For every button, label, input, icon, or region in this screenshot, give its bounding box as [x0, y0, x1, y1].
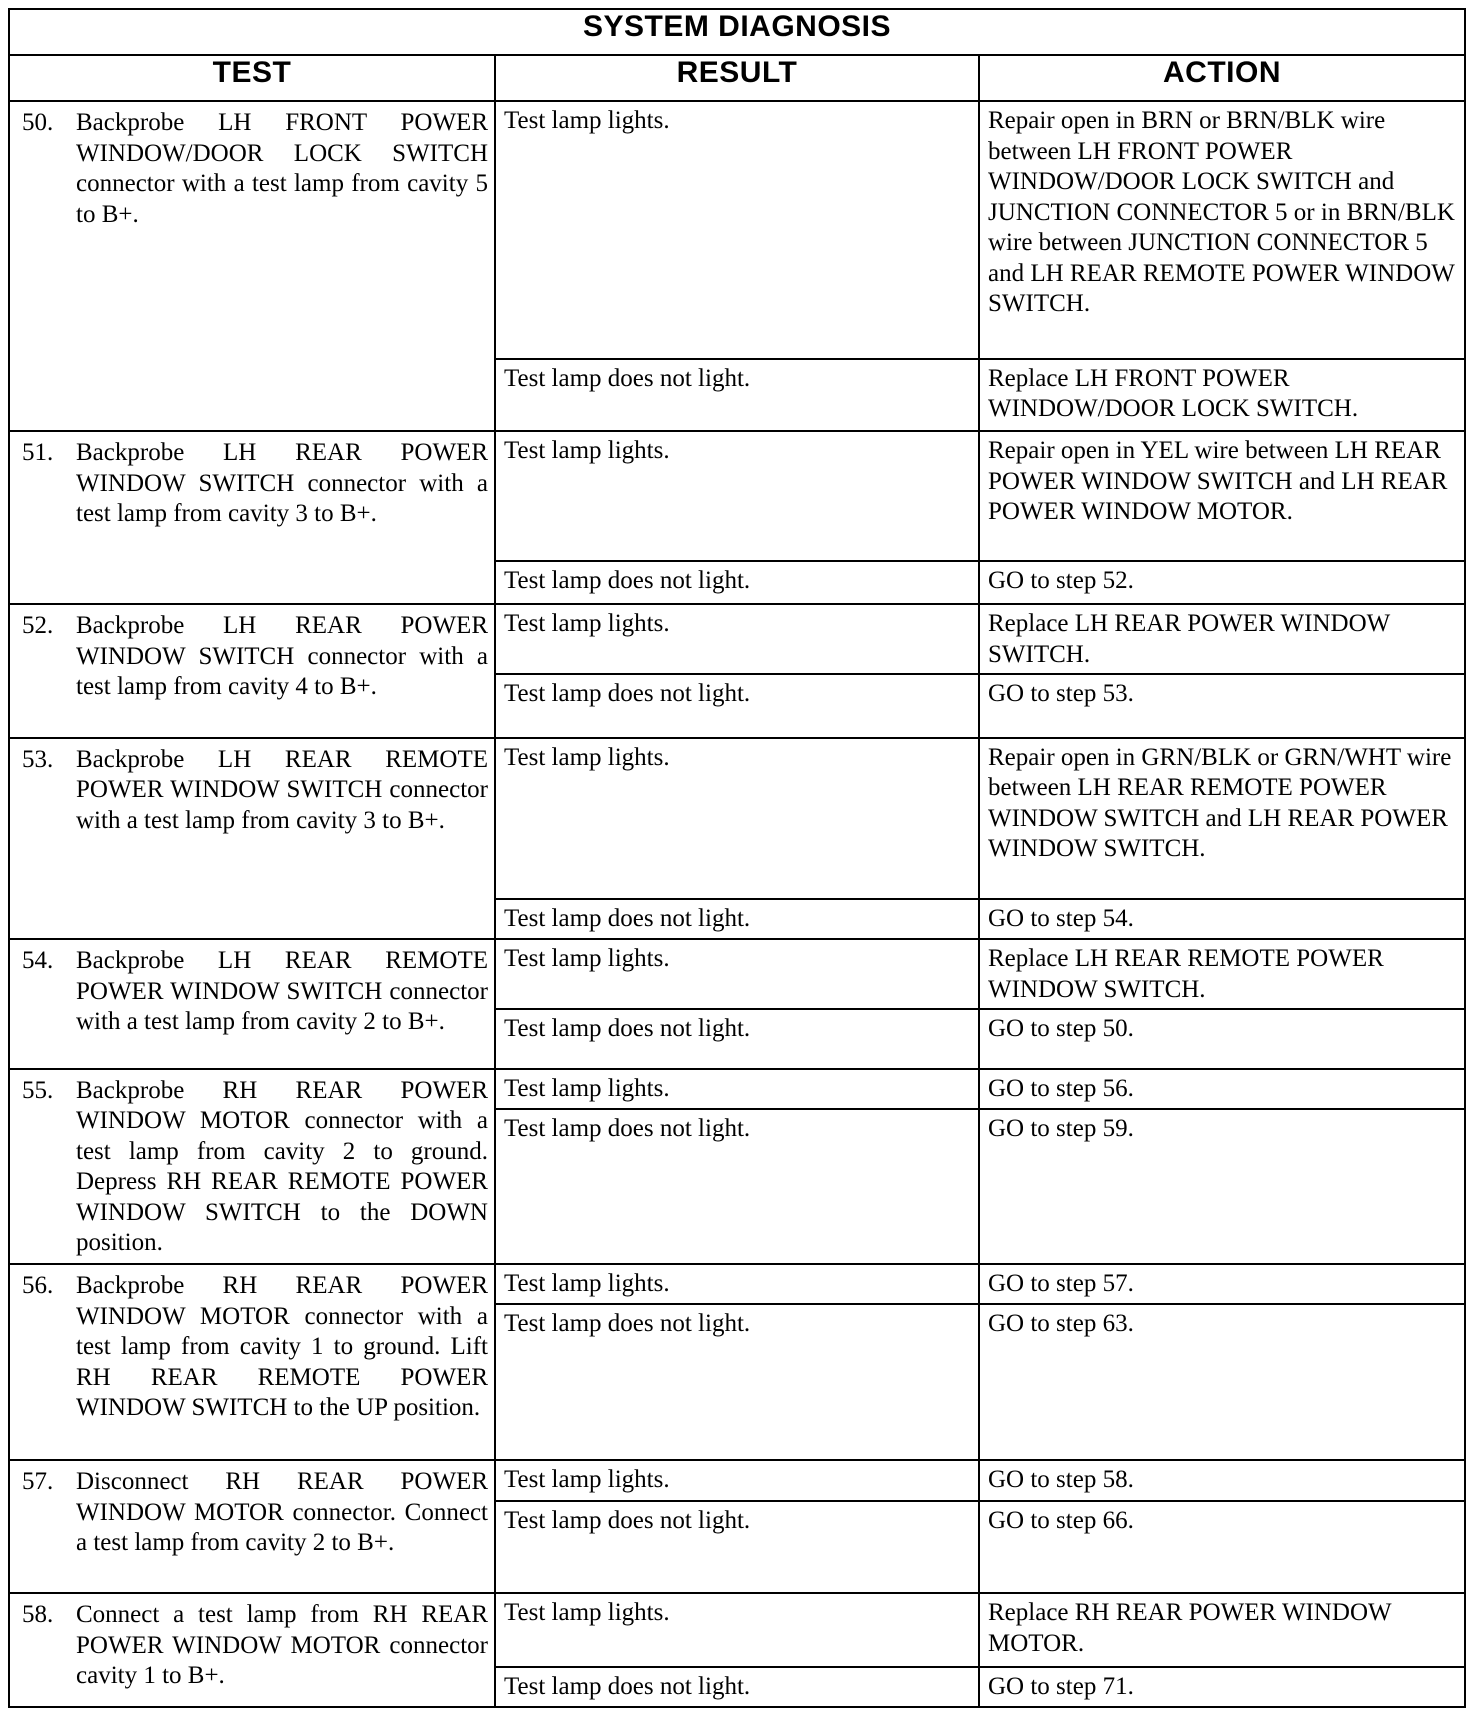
action-cell: Repair open in YEL wire between LH REAR POWER WINDOW SWITCH and LH REAR POWER WINDOW MOTOR. [979, 431, 1465, 561]
result-cell: Test lamp lights. [495, 1264, 979, 1304]
step-number: 50. [22, 109, 54, 136]
step-number: 57. [22, 1468, 54, 1496]
test-cell [9, 1460, 495, 1593]
test-text: Backprobe LH REAR POWER WINDOW SWITCH connector with a test lamp from cavity 4 to B+. [76, 612, 488, 701]
result-cell: Test lamp lights. [495, 738, 979, 899]
action-cell: GO to step 52. [979, 561, 1465, 604]
table-row [9, 939, 1465, 1008]
test-text: Backprobe RH REAR POWER WINDOW MOTOR connector with a test lamp from cavity 2 to ground. Depress RH REAR REMOTE POWER WINDOW SWITCH to the DOWN position. [76, 1076, 488, 1257]
result-cell: Test lamp lights. [495, 101, 979, 359]
action-cell: Repair open in BRN or BRN/BLK wire between LH FRONT POWER WINDOW/DOOR LOCK SWITCH and JUNCTION CONNECTOR 5 or in BRN/BLK wire between JUNCTION CONNECTOR 5 and LH REAR REMOTE POWER WINDOW SWITCH. [979, 101, 1465, 359]
result-cell: Test lamp does not light. [495, 359, 979, 431]
action-cell: GO to step 54. [979, 899, 1465, 939]
result-cell: Test lamp does not light. [495, 1009, 979, 1069]
result-cell: Test lamp does not light. [495, 561, 979, 604]
test-cell [9, 738, 495, 939]
action-cell: Replace LH REAR POWER WINDOW SWITCH. [979, 604, 1465, 673]
system-diagnosis-table [8, 8, 1466, 1708]
result-cell: Test lamp does not light. [495, 899, 979, 939]
action-cell: GO to step 50. [979, 1009, 1465, 1069]
action-cell: Replace LH REAR REMOTE POWER WINDOW SWITCH. [979, 939, 1465, 1008]
table-row [9, 604, 1465, 673]
action-cell: Replace LH FRONT POWER WINDOW/DOOR LOCK SWITCH. [979, 359, 1465, 431]
step-number: 55. [22, 1076, 54, 1104]
result-cell: Test lamp does not light. [495, 674, 979, 738]
result-cell: Test lamp does not light. [495, 1109, 979, 1264]
test-text: Backprobe LH REAR REMOTE POWER WINDOW SWITCH connector with a test lamp from cavity 3 to B+. [76, 745, 488, 834]
test-cell [9, 604, 495, 738]
result-cell: Test lamp lights. [495, 939, 979, 1008]
test-cell [9, 431, 495, 604]
result-cell: Test lamp lights. [495, 431, 979, 561]
action-cell: GO to step 71. [979, 1667, 1465, 1707]
step-number: 52. [22, 612, 54, 640]
step-number: 56. [22, 1272, 54, 1300]
action-cell: GO to step 58. [979, 1460, 1465, 1500]
table-title: SYSTEM DIAGNOSIS [9, 9, 1465, 55]
action-cell: GO to step 66. [979, 1501, 1465, 1594]
test-text: Backprobe LH REAR REMOTE POWER WINDOW SWITCH connector with a test lamp from cavity 2 to B+. [76, 947, 488, 1036]
action-cell: GO to step 63. [979, 1304, 1465, 1460]
table-row [9, 101, 1465, 359]
test-cell [9, 1069, 495, 1264]
column-header-action: ACTION [979, 55, 1465, 101]
test-cell [9, 1593, 495, 1707]
action-cell: GO to step 56. [979, 1069, 1465, 1109]
test-text: Disconnect RH REAR POWER WINDOW MOTOR connector. Connect a test lamp from cavity 2 to B+. [76, 1468, 488, 1557]
result-cell: Test lamp does not light. [495, 1667, 979, 1707]
test-text: Backprobe RH REAR POWER WINDOW MOTOR connector with a test lamp from cavity 1 to ground. Lift RH REAR REMOTE POWER WINDOW SWITCH to the UP position. [76, 1272, 488, 1422]
result-cell: Test lamp does not light. [495, 1501, 979, 1594]
test-cell [9, 1264, 495, 1460]
step-number: 54. [22, 947, 54, 975]
result-cell: Test lamp lights. [495, 1069, 979, 1109]
table-row [9, 1593, 1465, 1666]
test-text: Backprobe LH FRONT POWER WINDOW/DOOR LOCK SWITCH connector with a test lamp from cavity 5 to B+. [76, 109, 488, 228]
action-cell: GO to step 59. [979, 1109, 1465, 1264]
action-cell: Replace RH REAR POWER WINDOW MOTOR. [979, 1593, 1465, 1666]
step-number: 58. [22, 1601, 54, 1629]
result-cell: Test lamp does not light. [495, 1304, 979, 1460]
step-number: 51. [22, 439, 54, 467]
action-cell: GO to step 53. [979, 674, 1465, 738]
table-row [9, 1264, 1465, 1304]
table-row [9, 431, 1465, 561]
table-row [9, 738, 1465, 899]
test-text: Connect a test lamp from RH REAR POWER WINDOW MOTOR connector cavity 1 to B+. [76, 1601, 488, 1690]
result-cell: Test lamp lights. [495, 1593, 979, 1666]
action-cell: Repair open in GRN/BLK or GRN/WHT wire between LH REAR REMOTE POWER WINDOW SWITCH and LH REAR POWER WINDOW SWITCH. [979, 738, 1465, 899]
table-row [9, 1460, 1465, 1500]
result-cell: Test lamp lights. [495, 1460, 979, 1500]
test-cell [9, 101, 495, 431]
column-header-result: RESULT [495, 55, 979, 101]
result-cell: Test lamp lights. [495, 604, 979, 673]
action-cell: GO to step 57. [979, 1264, 1465, 1304]
step-number: 53. [22, 745, 54, 773]
column-header-test: TEST [9, 55, 495, 101]
test-cell [9, 939, 495, 1069]
table-row [9, 1069, 1465, 1109]
test-text: Backprobe LH REAR POWER WINDOW SWITCH connector with a test lamp from cavity 3 to B+. [76, 439, 488, 528]
